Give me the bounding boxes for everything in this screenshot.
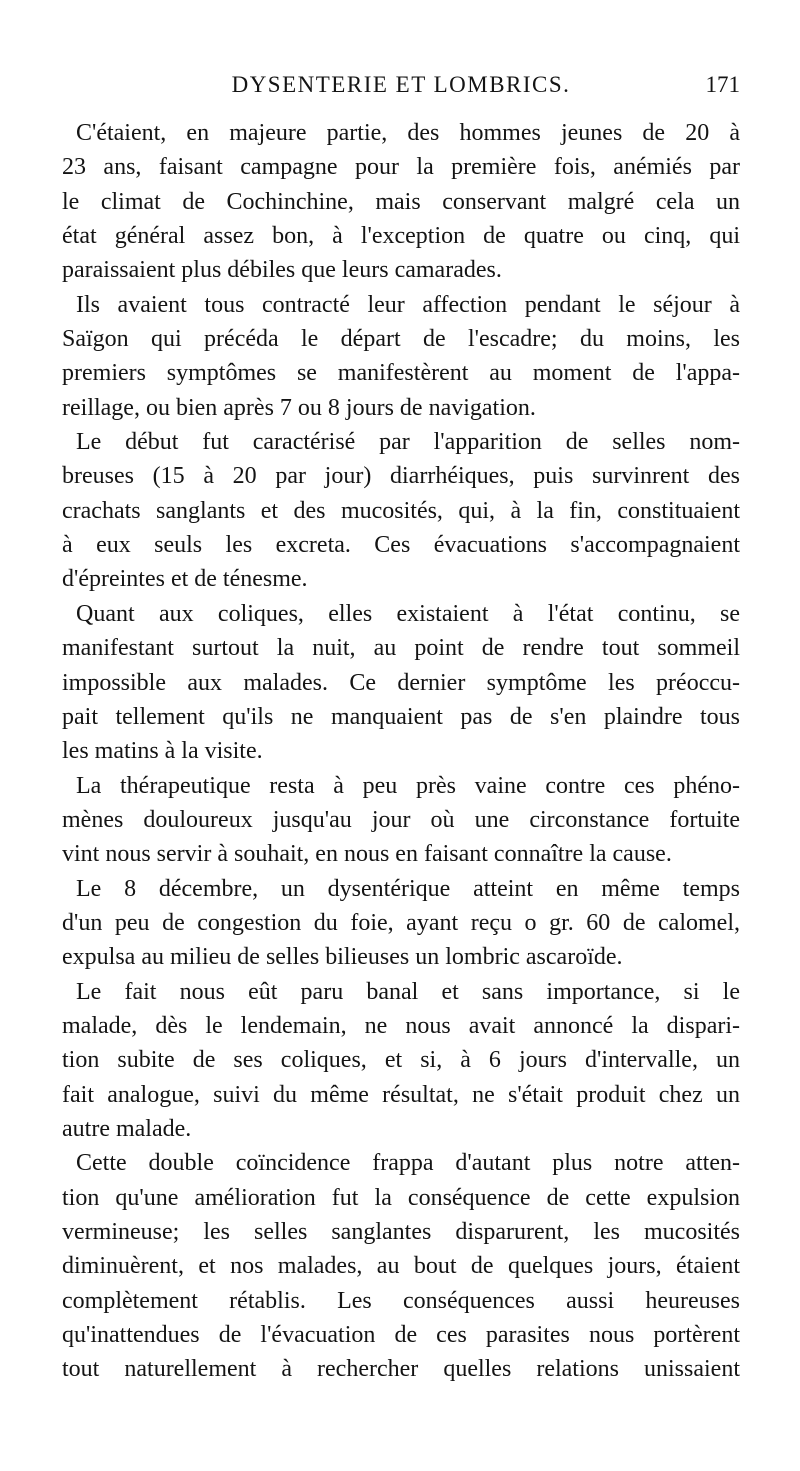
text-line: Quant aux coliques, elles existaient à l'état continu, se: [76, 600, 740, 627]
text-line: d'un peu de congestion du foie, ayant reçu o gr. 60 de calomel,: [62, 909, 740, 936]
text-line: La thérapeutique resta à peu près vaine contre ces phéno-: [76, 772, 740, 799]
text-line: fait analogue, suivi du même résultat, ne s'était produit chez un: [62, 1081, 740, 1108]
text-line: crachats sanglants et des mucosités, qui, à la fin, constituaient: [62, 497, 740, 524]
text-line: paraissaient plus débiles que leurs camarades.: [62, 257, 502, 284]
paragraph: [62, 116, 740, 288]
text-line: expulsa au milieu de selles bilieuses un lombric ascaroïde.: [62, 944, 623, 971]
paragraph: [62, 288, 740, 425]
text-line: vint nous servir à souhait, en nous en faisant connaître la cause.: [62, 841, 672, 868]
text-line: tion subite de ses coliques, et si, à 6 jours d'intervalle, un: [62, 1047, 740, 1074]
text-line: Cette double coïncidence frappa d'autant plus notre atten-: [76, 1150, 740, 1177]
text-line: qu'inattendues de l'évacuation de ces parasites nous portèrent: [62, 1322, 740, 1349]
paragraph: [62, 597, 740, 769]
text-line: pait tellement qu'ils ne manquaient pas de s'en plaindre tous: [62, 703, 740, 730]
text-line: breuses (15 à 20 par jour) diarrhéiques, puis survinrent des: [62, 463, 740, 490]
text-line: Saïgon qui précéda le départ de l'escadre; du moins, les: [62, 326, 740, 353]
text-line: d'épreintes et de ténesme.: [62, 566, 308, 593]
text-line: état général assez bon, à l'exception de quatre ou cinq, qui: [62, 223, 740, 250]
text-line: Le 8 décembre, un dysentérique atteint en même temps: [76, 875, 740, 902]
text-line: diminuèrent, et nos malades, au bout de quelques jours, étaient: [62, 1253, 740, 1280]
text-line: reillage, ou bien après 7 ou 8 jours de navigation.: [62, 394, 536, 421]
paragraph: [62, 1146, 740, 1386]
text-line: les matins à la visite.: [62, 738, 263, 765]
running-title: DYSENTERIE ET LOMBRICS.: [231, 72, 571, 97]
paragraph: [62, 975, 740, 1147]
text-line: 23 ans, faisant campagne pour la première fois, anémiés par: [62, 154, 740, 181]
text-line: Le fait nous eût paru banal et sans importance, si le: [76, 978, 740, 1005]
text-line: manifestant surtout la nuit, au point de rendre tout sommeil: [62, 635, 740, 662]
text-line: impossible aux malades. Ce dernier symptôme les préoccu-: [62, 669, 740, 696]
text-line: autre malade.: [62, 1115, 192, 1142]
text-line: premiers symptômes se manifestèrent au moment de l'appa-: [62, 360, 740, 387]
text-line: tion qu'une amélioration fut la conséquence de cette expulsion: [62, 1184, 740, 1211]
text-line: tout naturellement à rechercher quelles relations unissaient: [62, 1356, 740, 1383]
text-line: mènes douloureux jusqu'au jour où une circonstance fortuite: [62, 806, 740, 833]
paragraph: [62, 872, 740, 975]
text-line: le climat de Cochinchine, mais conservant malgré cela un: [62, 188, 740, 215]
text-line: malade, dès le lendemain, ne nous avait annoncé la dispari-: [62, 1012, 740, 1039]
text-line: Ils avaient tous contracté leur affection pendant le séjour à: [76, 291, 740, 318]
body-text: [62, 116, 740, 1387]
text-line: vermineuse; les selles sanglantes disparurent, les mucosités: [62, 1219, 740, 1245]
text-line: complètement rétablis. Les conséquences aussi heureuses: [62, 1287, 740, 1314]
page-number: 171: [705, 72, 740, 97]
text-line: Le début fut caractérisé par l'apparition de selles nom-: [76, 429, 740, 456]
text-line: à eux seuls les excreta. Ces évacuations s'accompagnaient: [62, 532, 740, 559]
paragraph: [62, 425, 740, 597]
text-line: C'étaient, en majeure partie, des hommes jeunes de 20 à: [76, 120, 740, 146]
paragraph: [62, 769, 740, 872]
running-head: [62, 72, 740, 112]
